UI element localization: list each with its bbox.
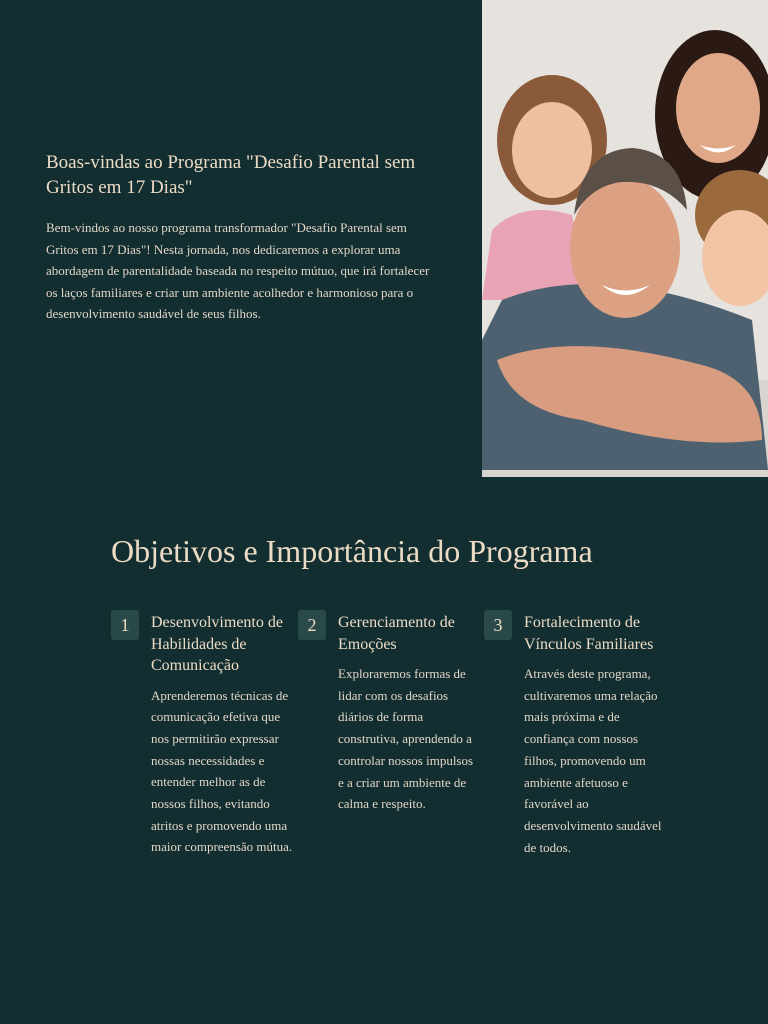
objective-number-badge: 2	[298, 610, 326, 640]
objective-text: Exploraremos formas de lidar com os desafios diários de forma construtiva, aprendendo a controlar nossos impulsos e a criar um ambiente de calma e respeito.	[338, 666, 474, 812]
objective-number-badge: 1	[111, 610, 139, 640]
hero-title: Boas-vindas ao Programa "Desafio Parental sem Gritos em 17 Dias"	[46, 152, 416, 198]
hero-section	[46, 150, 441, 325]
objectives-title: Objetivos e Importância do Programa	[111, 533, 593, 569]
family-photo	[482, 0, 768, 477]
family-photo-illustration	[482, 0, 768, 477]
objective-title: Gerenciamento de Emoções	[338, 614, 455, 653]
objective-title: Fortalecimento de Vínculos Familiares	[524, 614, 654, 653]
objective-title: Desenvolvimento de Habilidades de Comunicação	[151, 614, 283, 674]
objective-number-badge: 3	[484, 610, 512, 640]
hero-body: Bem-vindos ao nosso programa transformador "Desafio Parental sem Gritos em 17 Dias"! Nesta jornada, nos dedicaremos a explorar uma abordagem de parentalidade baseada no respeito mútuo, que irá fortalecer os laços familiares e criar um ambiente acolhedor e harmonioso para o desenvolvimento saudável de seus filhos.	[46, 220, 430, 322]
objective-text: Através deste programa, cultivaremos uma relação mais próxima e de confiança com nossos filhos, promovendo um ambiente afetuoso e favorável ao desenvolvimento saudável de todos.	[524, 666, 662, 855]
objective-text: Aprenderemos técnicas de comunicação efetiva que nos permitirão expressar nossas necessidades e entender melhor as de nossos filhos, evitando atritos e promovendo uma maior compreensão mútua.	[151, 687, 293, 855]
